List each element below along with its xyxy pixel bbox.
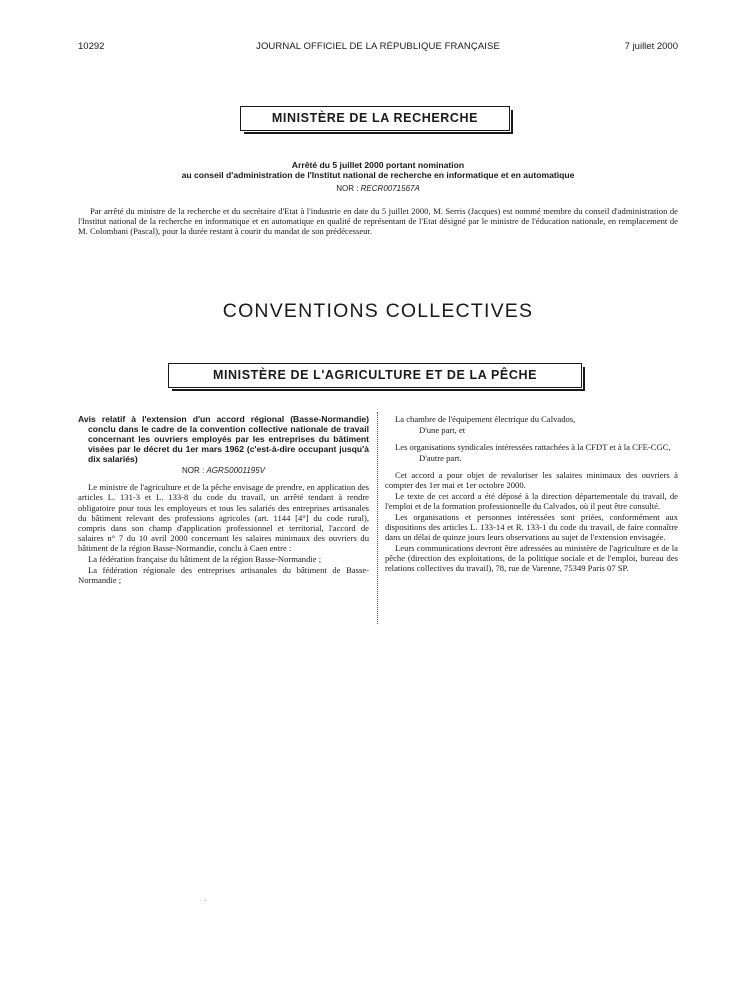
right-column: [385, 414, 678, 574]
arrete-paragraph: Par arrêté du ministre de la recherche et du secrétaire d'Etat à l'industrie en date du 5 juillet 2000, M. Serris (Jacques) est nommé membre du conseil d'administration de l'Institut national de la recherche en informatique et en automatique en qualité de représentant de l'Etat désigné par le ministre de l'éducation nationale, en remplacement de M. Colombani (Pascal), pour la durée restant à courir du mandat de son prédécesseur.: [78, 206, 678, 237]
avis-title: Avis relatif à l'extension d'un accord régional (Basse-Normandie) conclu dans le cadre de la convention collective nationale de travail concernant les ouvriers employés par les entreprises du bâtiment visées par le décret du 1er mars 1962 (c'est-à-dire occupant jusqu'à dix salariés): [78, 414, 369, 464]
scan-speck: [205, 900, 206, 901]
nor-label: NOR :: [336, 184, 359, 193]
arrete-title: [78, 160, 678, 180]
right-paragraph: Le texte de cet accord a été déposé à la direction départementale du travail, de l'emploi et de la formation professionnelle du Calvados, où il peut être consulté.: [385, 490, 678, 511]
arrete-title-line-1: Arrêté du 5 juillet 2000 portant nomination: [291, 160, 465, 170]
right-paragraph: Cet accord a pour objet de revaloriser les salaires minimaux des ouvriers à compter des 1er mai et 1er octobre 2000.: [385, 469, 678, 491]
nor-code: RECR0071567A: [360, 184, 420, 193]
right-paragraph: D'autre part.: [419, 452, 462, 463]
ministry-title-agriculture: MINISTÈRE DE L'AGRICULTURE ET DE LA PÊCHE: [212, 368, 538, 382]
section-title-conventions: CONVENTIONS COLLECTIVES: [222, 300, 534, 322]
nor-label: NOR :: [181, 466, 205, 475]
arrete-title-line-2: au conseil d'administration de l'Institut national de recherche en informatique et en automatique: [181, 170, 575, 180]
page-header: [78, 41, 678, 55]
page-number: 10292: [78, 41, 105, 52]
right-paragraph: Les organisations syndicales intéressées rattachées à la CFDT et à la CFE-CGC,: [395, 441, 671, 452]
right-paragraph: Leurs communications devront être adressées au ministère de l'agriculture et de la pêche (direction des exploitations, de la politique sociale et de l'emploi, bureau des relations collectives du travail), 78, rue de Varenne, 75349 Paris 07 SP.: [385, 542, 678, 574]
nor-code: AGRS0001195V: [206, 466, 266, 475]
nor-reference-agriculture: [78, 466, 369, 476]
ministry-box-agriculture: [168, 363, 582, 388]
journal-title: JOURNAL OFFICIEL DE LA RÉPUBLIQUE FRANÇAISE: [256, 41, 500, 52]
ministry-title-recherche: MINISTÈRE DE LA RECHERCHE: [271, 111, 479, 125]
right-paragraph: La chambre de l'équipement électrique du Calvados,: [395, 414, 576, 424]
right-paragraph: D'une part, et: [419, 424, 466, 435]
nor-reference-recherche: [78, 184, 678, 193]
publication-date: 7 juillet 2000: [624, 41, 678, 52]
right-paragraph: Les organisations et personnes intéressées sont priées, conformément aux dispositions des articles L. 133-14 et R. 133-1 du code du travail, de faire connaître dans un délai de quinze jours leurs observations au sujet de l'extension envisagée.: [385, 511, 678, 543]
left-paragraph: La fédération française du bâtiment de la région Basse-Normandie ;: [88, 554, 322, 565]
left-column: [78, 414, 369, 586]
column-divider: [377, 412, 378, 624]
left-paragraph: La fédération régionale des entreprises artisanales du bâtiment de Basse-Normandie ;: [78, 564, 369, 586]
ministry-box-recherche: [240, 106, 510, 131]
left-paragraph: Le ministre de l'agriculture et de la pêche envisage de prendre, en application des articles L. 131-3 et L. 133-8 du code du travail, un arrêté tendant à rendre obligatoire pour tous les employeurs et tous les salariés des entreprises artisanales du bâtiment relevant des professions agricoles (art. 1144 [4°] du code rural), compris dans son champ d'application professionnel et territorial, l'accord de salaires n° 7 du 10 avril 2000 concernant les salaires minimaux des ouvriers du bâtiment de la région Basse-Normandie, conclu à Caen entre :: [78, 482, 369, 554]
